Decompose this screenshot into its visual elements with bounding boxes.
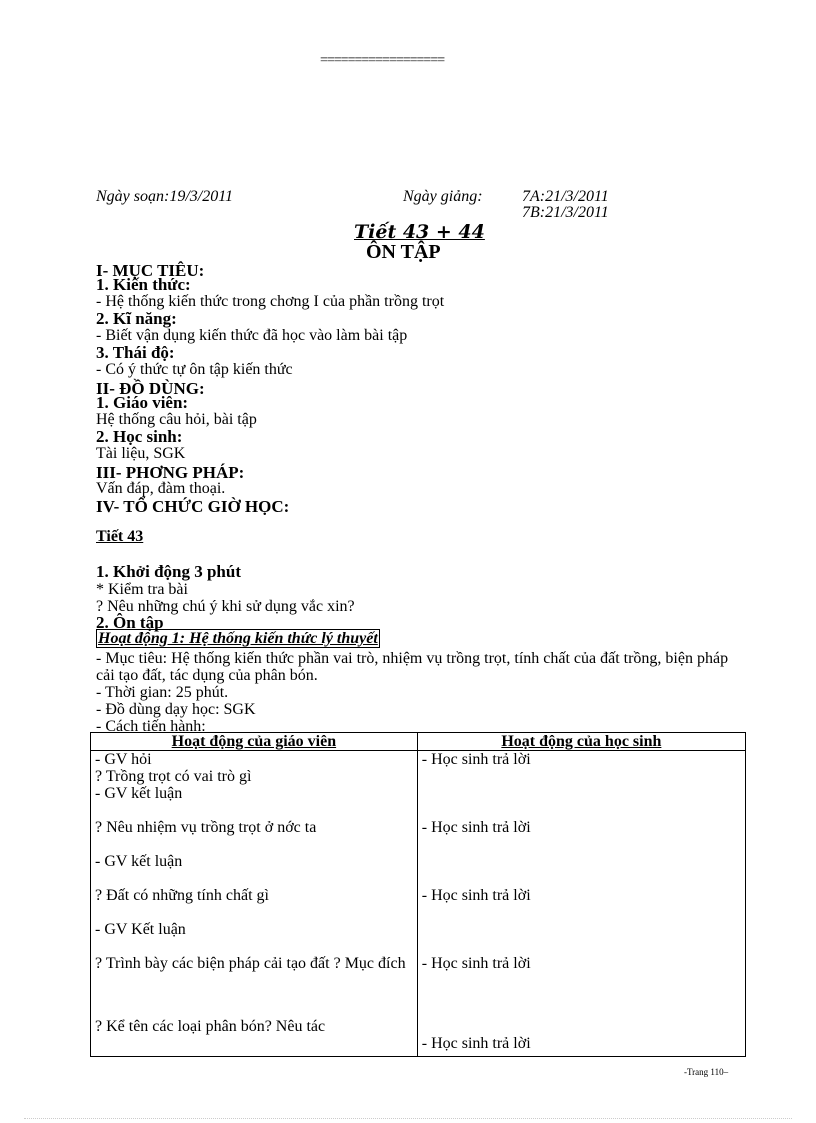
student-column	[417, 751, 745, 1057]
teacher-line: ? Trình bày các biện pháp cải tạo đất ? Mục đích	[95, 955, 406, 972]
header-teacher: Hoạt động của giáo viên	[91, 733, 418, 751]
heading-teacher: 1. Giáo viên:	[96, 393, 189, 412]
table-header-row	[91, 733, 746, 751]
activity-table	[90, 732, 746, 1057]
activity-1-tools: - Đồ dùng dạy học: SGK	[96, 701, 256, 718]
teacher-line: - GV kết luận	[95, 853, 183, 870]
heading-knowledge: 1. Kiến thức:	[96, 275, 191, 294]
student-text: Tài liệu, SGK	[96, 445, 186, 462]
teacher-line: ? Kể tên các loại phân bón? Nêu tác	[95, 1018, 326, 1035]
section-organization: IV- TỔ CHỨC GIỜ HỌC:	[96, 497, 290, 516]
teacher-line: ? Trồng trọt có vai trò gì	[95, 768, 252, 785]
method-text: Vấn đáp, đàm thoại.	[96, 480, 226, 497]
section-materials: II- ĐỒ DÙNG:	[96, 379, 205, 398]
student-line: - Học sinh trả lời	[421, 819, 531, 836]
teacher-line: ? Nêu nhiệm vụ trồng trọt ở nớc ta	[95, 819, 317, 836]
teach-date-7b: 7B:21/3/2011	[522, 204, 609, 221]
period-43: Tiết 43	[96, 528, 144, 545]
warmup-check: * Kiểm tra bài	[96, 581, 188, 598]
student-line: - Học sinh trả lời	[421, 1035, 531, 1052]
skills-text: - Biết vận dụng kiến thức đã học vào làm bài tập	[96, 327, 408, 344]
lesson-title: Tiết 43 + 44	[354, 221, 485, 243]
teacher-text: Hệ thống câu hỏi, bài tập	[96, 411, 257, 428]
activity-1-method: - Cách tiến hành:	[96, 718, 206, 735]
table-row	[91, 751, 746, 1057]
top-rule: ==================	[320, 53, 445, 68]
teacher-line: - GV hỏi	[95, 751, 152, 768]
teach-label: Ngày giảng:	[403, 188, 483, 205]
student-line: - Học sinh trả lời	[421, 751, 531, 768]
heading-attitude: 3. Thái độ:	[96, 343, 175, 362]
section-objectives: I- MỤC TIÊU:	[96, 261, 205, 280]
student-line: - Học sinh trả lời	[421, 887, 531, 904]
page-divider	[24, 1118, 792, 1119]
page-number: -Trang 110–	[684, 1067, 729, 1077]
attitude-text: - Có ý thức tự ôn tập kiến thức	[96, 361, 293, 378]
knowledge-text: - Hệ thống kiến thức trong chơng I của phần trồng trọt	[96, 293, 445, 310]
teach-date-7a: 7A:21/3/2011	[522, 188, 609, 205]
activity-1-title: Hoạt động 1: Hệ thống kiến thức lý thuyết	[98, 630, 378, 647]
activity-1-time: - Thời gian: 25 phút.	[96, 684, 229, 701]
heading-warmup: 1. Khởi động 3 phút	[96, 562, 241, 581]
prep-date: Ngày soạn:19/3/2011	[96, 188, 234, 205]
heading-review: 2. Ôn tập	[96, 613, 164, 632]
teacher-column	[91, 751, 418, 1057]
section-method: III- PHƠNG PHÁP:	[96, 463, 245, 482]
header-student: Hoạt động của học sinh	[417, 733, 745, 751]
warmup-question: ? Nêu những chú ý khi sử dụng vắc xin?	[96, 598, 355, 615]
teacher-line: ? Đất có những tính chất gì	[95, 887, 269, 904]
heading-skills: 2. Kĩ năng:	[96, 309, 177, 328]
teacher-line: - GV Kết luận	[95, 921, 186, 938]
heading-student: 2. Học sinh:	[96, 427, 183, 446]
activity-1-goal: - Mục tiêu: Hệ thống kiến thức phần vai trò, nhiệm vụ trồng trọt, tính chất của đất trồng, biện pháp cải tạo đất, tác dụng của phân bón.	[96, 650, 729, 684]
main-title: ÔN TẬP	[366, 241, 441, 263]
teacher-line: - GV kết luận	[95, 785, 183, 802]
student-line: - Học sinh trả lời	[421, 955, 531, 972]
